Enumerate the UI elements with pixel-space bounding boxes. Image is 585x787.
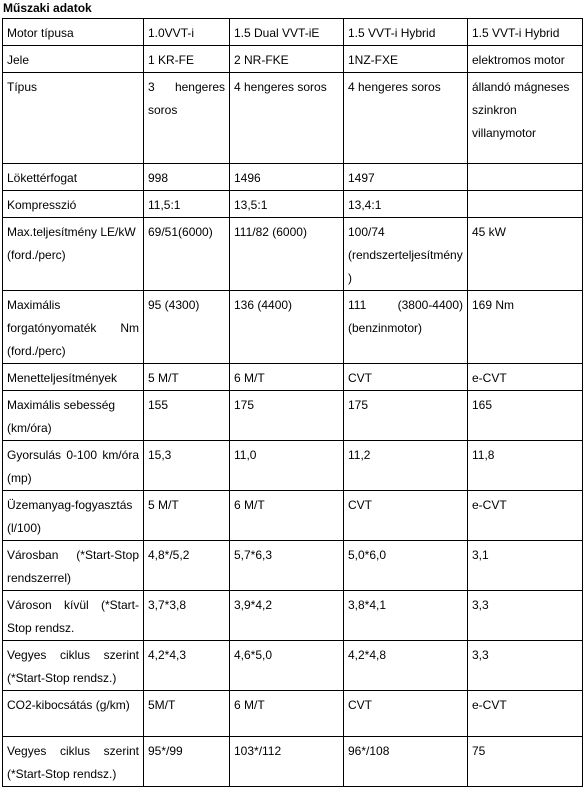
table-row — [3, 541, 583, 591]
table-row — [3, 364, 583, 391]
value-cell: 95 (4300) — [144, 291, 230, 364]
value-cell: 15,3 — [144, 441, 230, 491]
row-label-cell: Gyorsulás 0-100 km/óra (mp) — [3, 441, 144, 491]
row-label-cell: Vegyes ciklus szerint (*Start-Stop rendsz.) — [3, 641, 144, 691]
value-cell: 96*/108 — [344, 737, 468, 787]
row-label-cell: Lökettérfogat — [3, 164, 144, 191]
row-label-cell: Városban (*Start-Stop rendszerrel) — [3, 541, 144, 591]
value-cell: 175 — [344, 391, 468, 441]
value-cell: 3 hengeres soros — [144, 73, 230, 164]
table-row — [3, 691, 583, 737]
header-cell: Motor típusa — [3, 19, 144, 46]
value-cell: 11,2 — [344, 441, 468, 491]
row-label-cell: Városon kívül (*Start-Stop rendsz. — [3, 591, 144, 641]
row-label-cell: Jele — [3, 46, 144, 73]
header-cell: 1.0VVT-i — [144, 19, 230, 46]
value-cell: 3,8*4,1 — [344, 591, 468, 641]
row-label-cell: Üzemanyag-fogyasztás (l/100) — [3, 491, 144, 541]
value-cell: 95*/99 — [144, 737, 230, 787]
value-cell: 1NZ-FXE — [344, 46, 468, 73]
value-cell: 3,3 — [468, 591, 583, 641]
table-header-row — [3, 19, 583, 46]
value-cell: 69/51(6000) — [144, 218, 230, 291]
row-label-cell: Maximális sebesség (km/óra) — [3, 391, 144, 441]
value-cell: 1496 — [230, 164, 344, 191]
value-cell: CVT — [344, 691, 468, 737]
spec-table — [2, 18, 583, 787]
value-cell: 4,8*/5,2 — [144, 541, 230, 591]
value-cell: 998 — [144, 164, 230, 191]
table-row — [3, 73, 583, 164]
row-label-cell: Max.teljesítmény LE/kW (ford./perc) — [3, 218, 144, 291]
page-title: Műszaki adatok — [3, 1, 92, 15]
value-cell: 6 M/T — [230, 491, 344, 541]
row-label-cell: Vegyes ciklus szerint (*Start-Stop rendsz.) — [3, 737, 144, 787]
value-cell: CVT — [344, 491, 468, 541]
value-cell: 165 — [468, 391, 583, 441]
value-cell: 45 kW — [468, 218, 583, 291]
value-cell: 5M/T — [144, 691, 230, 737]
value-cell — [468, 191, 583, 218]
value-cell: 155 — [144, 391, 230, 441]
table-row — [3, 737, 583, 787]
value-cell: 5 M/T — [144, 364, 230, 391]
table-row — [3, 218, 583, 291]
value-cell: CVT — [344, 364, 468, 391]
value-cell: 111 (3800-4400) (benzinmotor) — [344, 291, 468, 364]
value-cell: 75 — [468, 737, 583, 787]
value-cell: 4 hengeres soros — [344, 73, 468, 164]
value-cell: 3,1 — [468, 541, 583, 591]
table-row — [3, 591, 583, 641]
table-row — [3, 491, 583, 541]
table-row — [3, 641, 583, 691]
row-label-cell: Típus — [3, 73, 144, 164]
row-label-cell: Kompresszió — [3, 191, 144, 218]
value-cell: 4,2*4,3 — [144, 641, 230, 691]
value-cell: 5,0*6,0 — [344, 541, 468, 591]
value-cell: 3,3 — [468, 641, 583, 691]
table-row — [3, 391, 583, 441]
value-cell: 4,6*5,0 — [230, 641, 344, 691]
value-cell: 103*/112 — [230, 737, 344, 787]
value-cell: 6 M/T — [230, 691, 344, 737]
table-row — [3, 46, 583, 73]
row-label-cell: Menetteljesítmények — [3, 364, 144, 391]
value-cell: 6 M/T — [230, 364, 344, 391]
table-row — [3, 164, 583, 191]
value-cell: 169 Nm — [468, 291, 583, 364]
value-cell: 5,7*6,3 — [230, 541, 344, 591]
value-cell: 111/82 (6000) — [230, 218, 344, 291]
value-cell: 11,0 — [230, 441, 344, 491]
value-cell — [468, 164, 583, 191]
value-cell: 1497 — [344, 164, 468, 191]
value-cell: 11,5:1 — [144, 191, 230, 218]
header-cell: 1.5 Dual VVT-iE — [230, 19, 344, 46]
value-cell: e-CVT — [468, 691, 583, 737]
value-cell: 13,5:1 — [230, 191, 344, 218]
value-cell: 5 M/T — [144, 491, 230, 541]
value-cell: 100/74 (rendszerteljesítmény) — [344, 218, 468, 291]
value-cell: 175 — [230, 391, 344, 441]
header-cell: 1.5 VVT-i Hybrid — [468, 19, 583, 46]
table-row — [3, 191, 583, 218]
table-row — [3, 441, 583, 491]
value-cell: 13,4:1 — [344, 191, 468, 218]
value-cell: e-CVT — [468, 491, 583, 541]
row-label-cell: Maximális forgatónyomaték Nm (ford./perc) — [3, 291, 144, 364]
value-cell: 4 hengeres soros — [230, 73, 344, 164]
header-cell: 1.5 VVT-i Hybrid — [344, 19, 468, 46]
value-cell: e-CVT — [468, 364, 583, 391]
value-cell: 136 (4400) — [230, 291, 344, 364]
value-cell: 3,7*3,8 — [144, 591, 230, 641]
value-cell: 11,8 — [468, 441, 583, 491]
value-cell: elektromos motor — [468, 46, 583, 73]
value-cell: 4,2*4,8 — [344, 641, 468, 691]
value-cell: 2 NR-FKE — [230, 46, 344, 73]
value-cell: 3,9*4,2 — [230, 591, 344, 641]
value-cell: 1 KR-FE — [144, 46, 230, 73]
row-label-cell: CO2-kibocsátás (g/km) — [3, 691, 144, 737]
table-row — [3, 291, 583, 364]
value-cell: állandó mágneses szinkron villanymotor — [468, 73, 583, 164]
